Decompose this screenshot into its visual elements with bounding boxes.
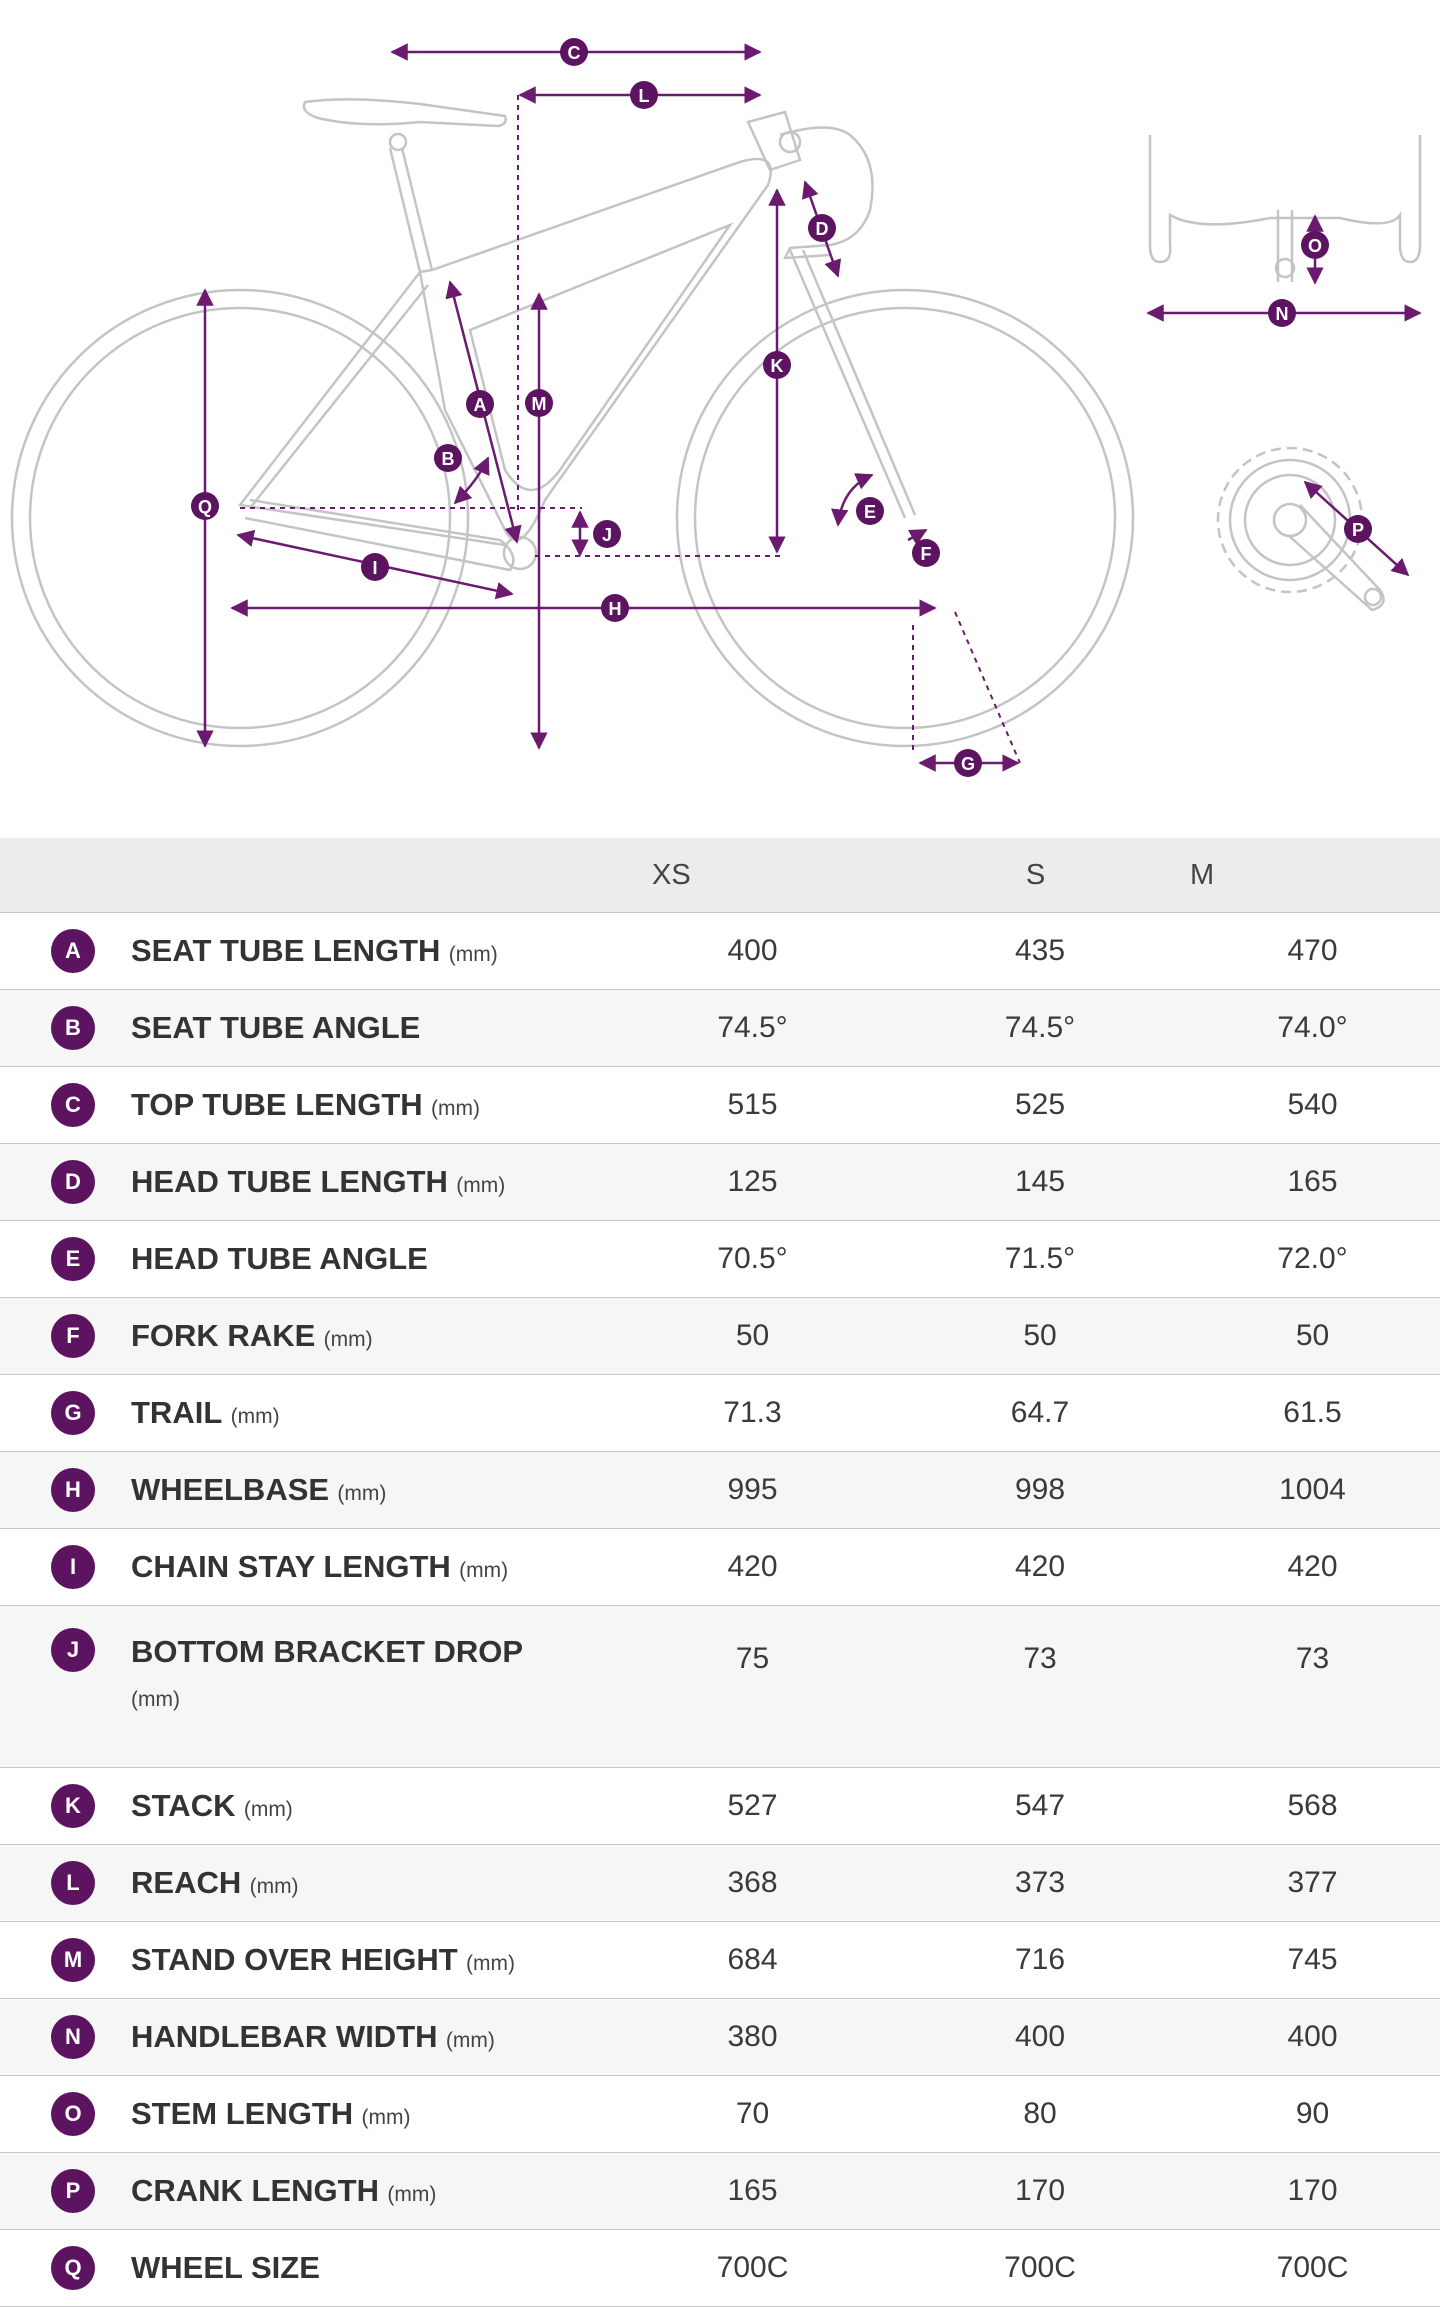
header-empty [130,838,610,913]
row-badge-cell [0,2153,130,2230]
row-badge-cell [0,2230,130,2307]
row-badge-cell [0,1606,130,1768]
letter-badge: O [51,2092,95,2136]
row-label-cell [130,1922,610,1999]
saddle [304,99,506,126]
svg-text:K: K [770,356,784,376]
measurement-label: BOTTOM BRACKET DROP [131,1634,524,1669]
measurement-unit: (mm) [131,1688,180,1711]
letter-badge: A [51,929,95,973]
measurement-unit: (mm) [361,2106,411,2129]
value-xs: 74.5° [610,990,895,1067]
row-label-cell [130,1606,610,1768]
marker-n [1268,299,1296,327]
measurement-unit: (mm) [445,2029,495,2052]
value-s: 420 [895,1529,1185,1606]
measurement-label: STEM LENGTH [131,2096,354,2131]
marker-i [361,553,389,581]
measurement-unit: (mm) [448,943,498,966]
value-m: 568 [1185,1768,1440,1845]
value-m: 1004 [1185,1452,1440,1529]
geometry-row-o [0,2076,1440,2153]
row-label-cell [130,913,610,990]
marker-l [630,81,658,109]
value-m: 700C [1185,2230,1440,2307]
row-label-cell [130,1452,610,1529]
letter-badge: K [51,1784,95,1828]
geometry-row-j [0,1606,1440,1768]
row-badge-cell [0,1529,130,1606]
value-m: 61.5 [1185,1375,1440,1452]
measurement-label: FORK RAKE [131,1318,316,1353]
dimension-lines [205,52,1420,763]
row-label-cell [130,2153,610,2230]
row-label-cell [130,1221,610,1298]
value-xs: 368 [610,1845,895,1922]
value-s: 373 [895,1845,1185,1922]
svg-text:M: M [531,394,547,414]
measurement-unit: (mm) [456,1174,506,1197]
row-label-cell [130,2230,610,2307]
letter-badge: P [51,2169,95,2213]
marker-c [560,38,588,66]
measurement-label: TOP TUBE LENGTH [131,1087,423,1122]
svg-text:D: D [815,219,829,239]
geometry-table [0,838,1440,2307]
measurement-unit: (mm) [387,2183,437,2206]
value-xs: 700C [610,2230,895,2307]
value-m: 170 [1185,2153,1440,2230]
letter-badge: N [51,2015,95,2059]
svg-text:B: B [441,449,455,469]
marker-g [954,749,982,777]
geometry-row-k [0,1768,1440,1845]
row-label-cell [130,990,610,1067]
measurement-label: CHAIN STAY LENGTH [131,1549,451,1584]
value-xs: 380 [610,1999,895,2076]
svg-text:G: G [960,754,976,774]
geometry-row-q [0,2230,1440,2307]
value-s: 71.5° [895,1221,1185,1298]
svg-text:E: E [863,502,877,522]
marker-k [763,351,791,379]
row-badge-cell [0,1845,130,1922]
value-xs: 165 [610,2153,895,2230]
geometry-row-g [0,1375,1440,1452]
value-s: 998 [895,1452,1185,1529]
value-m: 400 [1185,1999,1440,2076]
marker-q [191,492,219,520]
letter-badge: D [51,1160,95,1204]
letter-badge: M [51,1938,95,1982]
row-badge-cell [0,2076,130,2153]
row-label-cell [130,1768,610,1845]
size-header-s: S [895,838,1185,913]
measurement-label: STAND OVER HEIGHT [131,1942,458,1977]
row-label-cell [130,1529,610,1606]
svg-text:A: A [473,395,487,415]
value-m: 74.0° [1185,990,1440,1067]
geometry-row-a [0,913,1440,990]
size-header-row [0,838,1440,913]
row-label-cell [130,1375,610,1452]
measurement-label: TRAIL [131,1395,223,1430]
geometry-row-d [0,1144,1440,1221]
svg-text:I: I [372,558,378,578]
svg-text:F: F [920,544,932,564]
measurement-label: SEAT TUBE LENGTH [131,933,441,968]
value-m: 165 [1185,1144,1440,1221]
row-badge-cell [0,990,130,1067]
value-xs: 995 [610,1452,895,1529]
measurement-unit: (mm) [243,1798,293,1821]
value-xs: 515 [610,1067,895,1144]
letter-badge: Q [51,2246,95,2290]
svg-text:J: J [601,525,613,545]
geometry-row-p [0,2153,1440,2230]
geometry-row-c [0,1067,1440,1144]
measurement-unit: (mm) [337,1482,387,1505]
row-label-cell [130,1144,610,1221]
marker-h [601,594,629,622]
row-badge-cell [0,1452,130,1529]
letter-badge: H [51,1468,95,1512]
header-empty [0,838,130,913]
value-xs: 75 [610,1606,895,1768]
row-label-cell [130,1298,610,1375]
geometry-row-m [0,1922,1440,1999]
letter-badge: B [51,1006,95,1050]
measurement-unit: (mm) [249,1875,299,1898]
row-badge-cell [0,1144,130,1221]
geometry-rows [0,913,1440,2307]
letter-badge: C [51,1083,95,1127]
marker-p [1344,515,1372,543]
value-xs: 125 [610,1144,895,1221]
value-xs: 50 [610,1298,895,1375]
value-xs: 70 [610,2076,895,2153]
size-header-xs: XS [610,838,895,913]
marker-b [434,444,462,472]
value-m: 470 [1185,913,1440,990]
value-xs: 684 [610,1922,895,1999]
value-s: 400 [895,1999,1185,2076]
value-m: 90 [1185,2076,1440,2153]
guide-lines [240,95,1020,763]
letter-badge: I [51,1545,95,1589]
row-badge-cell [0,1221,130,1298]
value-m: 50 [1185,1298,1440,1375]
row-badge-cell [0,1768,130,1845]
row-label-cell [130,1067,610,1144]
geometry-row-i [0,1529,1440,1606]
marker-j [593,520,621,548]
row-badge-cell [0,913,130,990]
geometry-row-b [0,990,1440,1067]
svg-text:L: L [638,86,650,106]
value-s: 716 [895,1922,1185,1999]
value-s: 435 [895,913,1185,990]
bike-geometry-diagram [0,0,1440,838]
geometry-row-f [0,1298,1440,1375]
measurement-unit: (mm) [466,1952,515,1975]
value-s: 80 [895,2076,1185,2153]
value-s: 547 [895,1768,1185,1845]
measurement-label: HEAD TUBE LENGTH [131,1164,448,1199]
value-m: 72.0° [1185,1221,1440,1298]
measurement-label: HANDLEBAR WIDTH [131,2019,438,2054]
svg-text:O: O [1307,236,1323,256]
geometry-row-e [0,1221,1440,1298]
marker-a [466,390,494,418]
value-m: 377 [1185,1845,1440,1922]
svg-text:P: P [1351,520,1365,540]
letter-badge: E [51,1237,95,1281]
value-s: 145 [895,1144,1185,1221]
value-xs: 527 [610,1768,895,1845]
measurement-label: WHEEL SIZE [131,2250,320,2285]
row-badge-cell [0,1999,130,2076]
rear-wheel-inner [30,308,450,728]
value-m: 540 [1185,1067,1440,1144]
value-m: 745 [1185,1922,1440,1999]
marker-o [1301,231,1329,259]
marker-e [856,497,884,525]
geometry-row-n [0,1999,1440,2076]
value-xs: 420 [610,1529,895,1606]
value-s: 74.5° [895,990,1185,1067]
marker-d [808,214,836,242]
geometry-row-l [0,1845,1440,1922]
value-xs: 400 [610,913,895,990]
measurement-label: HEAD TUBE ANGLE [131,1241,428,1276]
svg-text:C: C [567,43,581,63]
row-badge-cell [0,1067,130,1144]
rear-wheel-outer [12,290,468,746]
measurement-label: REACH [131,1865,242,1900]
marker-m [525,389,553,417]
measurement-label: WHEELBASE [131,1472,330,1507]
value-m: 420 [1185,1529,1440,1606]
measurement-unit: (mm) [459,1559,509,1582]
letter-badge: F [51,1314,95,1358]
measurement-unit: (mm) [230,1405,280,1428]
geometry-row-h [0,1452,1440,1529]
value-xs: 70.5° [610,1221,895,1298]
row-label-cell [130,1845,610,1922]
row-badge-cell [0,1375,130,1452]
measurement-label: STACK [131,1788,236,1823]
value-s: 170 [895,2153,1185,2230]
svg-text:H: H [608,599,622,619]
value-s: 64.7 [895,1375,1185,1452]
marker-f [912,539,940,567]
value-s: 525 [895,1067,1185,1144]
measurement-unit: (mm) [431,1097,480,1120]
value-s: 700C [895,2230,1185,2307]
row-label-cell [130,2076,610,2153]
row-label-cell [130,1999,610,2076]
bike-outline [12,99,1420,746]
measurement-label: SEAT TUBE ANGLE [131,1010,421,1045]
value-s: 73 [895,1606,1185,1768]
svg-text:Q: Q [197,497,213,517]
measurement-label: CRANK LENGTH [131,2173,379,2208]
value-s: 50 [895,1298,1185,1375]
value-xs: 71.3 [610,1375,895,1452]
letter-badge: G [51,1391,95,1435]
letter-badge: L [51,1861,95,1905]
value-m: 73 [1185,1606,1440,1768]
letter-badge: J [51,1628,95,1672]
row-badge-cell [0,1298,130,1375]
row-badge-cell [0,1922,130,1999]
size-header-m: M [1185,838,1440,913]
measurement-unit: (mm) [323,1328,373,1351]
svg-text:N: N [1275,304,1289,324]
